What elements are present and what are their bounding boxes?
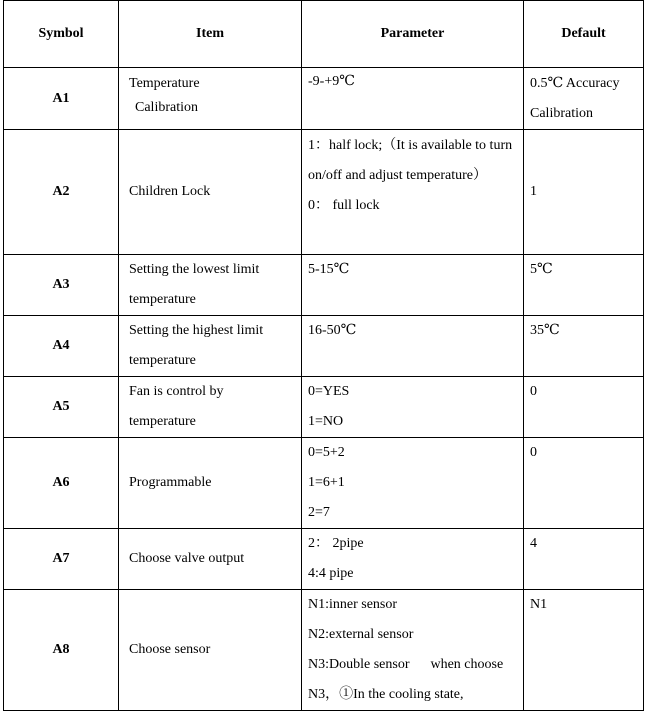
parameter-line: 1=NO <box>308 414 344 429</box>
table-row <box>4 590 644 711</box>
default-line: N1 <box>530 597 548 612</box>
row-default <box>524 529 644 590</box>
parameter-line: N2:external sensor <box>308 627 414 642</box>
row-symbol: A6 <box>4 438 119 529</box>
row-symbol: A3 <box>4 255 119 316</box>
parameter-line: 2： 2pipe <box>308 536 364 551</box>
row-default <box>524 438 644 529</box>
item-line: Programmable <box>129 475 212 490</box>
item-line: Choose valve output <box>129 551 245 566</box>
parameter-table <box>3 0 644 711</box>
item-line: temperature <box>129 414 196 429</box>
row-parameter <box>302 377 524 438</box>
parameter-line: N1:inner sensor <box>308 597 398 612</box>
row-symbol: A1 <box>4 68 119 130</box>
item-line: Setting the lowest limit <box>129 262 260 277</box>
parameter-line: 0=5+2 <box>308 445 345 460</box>
row-parameter <box>302 255 524 316</box>
parameter-line: 4:4 pipe <box>308 566 354 581</box>
row-default <box>524 377 644 438</box>
row-symbol: A5 <box>4 377 119 438</box>
table-row <box>4 316 644 377</box>
table-row <box>4 529 644 590</box>
default-line: 0 <box>530 445 537 460</box>
default-line: 0 <box>530 384 537 399</box>
item-line: Setting the highest limit <box>129 323 264 338</box>
row-item <box>119 377 302 438</box>
row-parameter <box>302 438 524 529</box>
header-item: Item <box>119 1 302 68</box>
parameter-line: 2=7 <box>308 505 330 520</box>
row-parameter <box>302 529 524 590</box>
item-line: temperature <box>129 292 196 307</box>
row-symbol: A7 <box>4 529 119 590</box>
row-default <box>524 130 644 255</box>
row-item <box>119 316 302 377</box>
header-parameter: Parameter <box>302 1 524 68</box>
row-parameter <box>302 68 524 130</box>
row-item <box>119 529 302 590</box>
row-default <box>524 255 644 316</box>
row-default <box>524 590 644 711</box>
table-row <box>4 130 644 255</box>
table-row <box>4 255 644 316</box>
row-symbol: A2 <box>4 130 119 255</box>
parameter-line: -9-+9℃ <box>308 74 355 89</box>
table-row <box>4 68 644 130</box>
row-item <box>119 255 302 316</box>
default-line: Calibration <box>530 106 593 121</box>
row-default <box>524 316 644 377</box>
default-line: 0.5℃ Accuracy <box>530 76 620 91</box>
parameter-line: 5-15℃ <box>308 262 350 277</box>
parameter-line: on/off and adjust temperature） <box>308 168 487 183</box>
table-row <box>4 438 644 529</box>
row-item <box>119 130 302 255</box>
default-line: 1 <box>530 184 537 199</box>
item-line: Fan is control by <box>129 384 224 399</box>
parameter-line: 1：half lock;（It is available to turn <box>308 138 513 153</box>
parameter-line: N3:Double sensor when choose <box>308 657 504 672</box>
default-line: 5℃ <box>530 262 553 277</box>
row-item <box>119 590 302 711</box>
parameter-line: N3，①In the cooling state, <box>308 687 464 702</box>
parameter-line: 1=6+1 <box>308 475 345 490</box>
default-line: 4 <box>530 536 537 551</box>
parameter-line: 0=YES <box>308 384 350 399</box>
row-symbol: A8 <box>4 590 119 711</box>
row-parameter <box>302 590 524 711</box>
header-symbol: Symbol <box>4 1 119 68</box>
parameter-line: 0： full lock <box>308 198 380 213</box>
row-symbol: A4 <box>4 316 119 377</box>
item-line: Calibration <box>135 100 198 115</box>
header-default: Default <box>524 1 644 68</box>
item-line: Temperature <box>129 76 200 91</box>
row-parameter <box>302 130 524 255</box>
row-parameter <box>302 316 524 377</box>
row-item <box>119 68 302 130</box>
item-line: Children Lock <box>129 184 211 199</box>
item-line: Choose sensor <box>129 642 211 657</box>
row-default <box>524 68 644 130</box>
parameter-line: 16-50℃ <box>308 323 357 338</box>
default-line: 35℃ <box>530 323 560 338</box>
item-line: temperature <box>129 353 196 368</box>
table-header-row <box>4 1 644 68</box>
row-item <box>119 438 302 529</box>
table-row <box>4 377 644 438</box>
